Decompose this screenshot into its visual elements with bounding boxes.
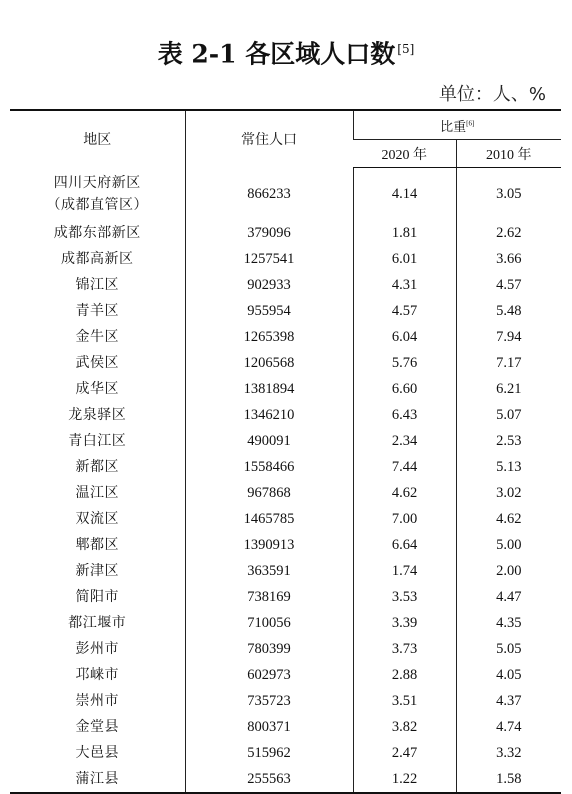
table-row: [10, 168, 561, 221]
region-name: 郫都区: [75, 537, 119, 553]
table-row: [10, 662, 561, 688]
cell-region: [10, 246, 185, 272]
cell-population: 866233: [185, 168, 353, 221]
region-name: 成都东部新区: [53, 225, 141, 241]
cell-ratio-2020: 1.74: [353, 558, 456, 584]
header-ratio-text: 比重: [440, 118, 467, 134]
cell-ratio-2010: 7.94: [456, 324, 561, 350]
cell-population: 255563: [185, 766, 353, 793]
region-name: 双流区: [75, 511, 119, 527]
cell-population: 1558466: [185, 454, 353, 480]
cell-ratio-2010: 5.48: [456, 298, 561, 324]
cell-population: 379096: [185, 220, 353, 246]
cell-region: [10, 766, 185, 793]
cell-region: [10, 272, 185, 298]
cell-region: [10, 350, 185, 376]
cell-ratio-2010: 7.17: [456, 350, 561, 376]
cell-region: [10, 506, 185, 532]
table-row: [10, 636, 561, 662]
cell-ratio-2010: 4.62: [456, 506, 561, 532]
cell-region: [10, 532, 185, 558]
region-name: 成都高新区: [61, 251, 134, 267]
table-row: [10, 298, 561, 324]
region-name: 成华区: [75, 381, 119, 397]
header-year-2010: 2010 年: [456, 140, 561, 168]
cell-ratio-2020: 7.00: [353, 506, 456, 532]
cell-ratio-2020: 4.57: [353, 298, 456, 324]
region-name: 都江堰市: [68, 615, 127, 631]
cell-ratio-2020: 4.14: [353, 168, 456, 221]
cell-ratio-2020: 1.22: [353, 766, 456, 793]
cell-ratio-2020: 4.31: [353, 272, 456, 298]
table-row: [10, 272, 561, 298]
table-row: [10, 246, 561, 272]
cell-ratio-2010: 3.05: [456, 168, 561, 221]
cell-population: 800371: [185, 714, 353, 740]
cell-ratio-2020: 6.64: [353, 532, 456, 558]
cell-region: [10, 740, 185, 766]
table-row: [10, 428, 561, 454]
cell-ratio-2020: 2.47: [353, 740, 456, 766]
header-row: [10, 110, 561, 140]
population-table: [10, 109, 561, 794]
cell-region: [10, 376, 185, 402]
table-row: [10, 350, 561, 376]
region-name: 简阳市: [75, 589, 119, 605]
header-region: 地区: [10, 110, 185, 168]
cell-region: [10, 688, 185, 714]
cell-ratio-2010: 4.37: [456, 688, 561, 714]
cell-ratio-2010: 6.21: [456, 376, 561, 402]
table-row: [10, 610, 561, 636]
table-row: [10, 766, 561, 793]
cell-ratio-2020: 3.82: [353, 714, 456, 740]
cell-population: 1265398: [185, 324, 353, 350]
table-row: [10, 714, 561, 740]
cell-ratio-2020: 3.51: [353, 688, 456, 714]
cell-ratio-2010: 5.05: [456, 636, 561, 662]
table-row: [10, 532, 561, 558]
region-name: 邛崃市: [75, 667, 119, 683]
cell-region: [10, 298, 185, 324]
region-name: 锦江区: [75, 277, 119, 293]
region-name: 青白江区: [68, 433, 127, 449]
cell-ratio-2020: 1.81: [353, 220, 456, 246]
header-ratio: [353, 110, 561, 140]
cell-population: 1390913: [185, 532, 353, 558]
ratio-footnote-ref[interactable]: [6]: [466, 119, 475, 128]
cell-population: 967868: [185, 480, 353, 506]
table-title-text: 表 2-1 各区域人口数: [157, 39, 396, 69]
cell-population: 1257541: [185, 246, 353, 272]
cell-ratio-2010: 4.05: [456, 662, 561, 688]
cell-ratio-2010: 4.74: [456, 714, 561, 740]
cell-population: 1206568: [185, 350, 353, 376]
cell-ratio-2020: 3.73: [353, 636, 456, 662]
table-row: [10, 324, 561, 350]
cell-ratio-2020: 6.43: [353, 402, 456, 428]
region-name: 龙泉驿区: [68, 407, 127, 423]
cell-region: [10, 168, 185, 221]
region-name: 四川天府新区: [53, 174, 141, 191]
table-row: [10, 506, 561, 532]
cell-population: 710056: [185, 610, 353, 636]
cell-population: 363591: [185, 558, 353, 584]
cell-population: 955954: [185, 298, 353, 324]
table-title: [0, 32, 572, 69]
cell-ratio-2010: 5.13: [456, 454, 561, 480]
cell-population: 735723: [185, 688, 353, 714]
cell-ratio-2010: 4.47: [456, 584, 561, 610]
region-subname: （成都直管区）: [46, 196, 148, 213]
cell-region: [10, 636, 185, 662]
cell-population: 780399: [185, 636, 353, 662]
table-row: [10, 740, 561, 766]
region-name: 武侯区: [75, 355, 119, 371]
cell-ratio-2010: 3.32: [456, 740, 561, 766]
cell-ratio-2020: 4.62: [353, 480, 456, 506]
cell-ratio-2010: 3.66: [456, 246, 561, 272]
cell-population: 490091: [185, 428, 353, 454]
cell-ratio-2020: 3.53: [353, 584, 456, 610]
table-row: [10, 402, 561, 428]
region-name: 蒲江县: [75, 771, 119, 787]
cell-ratio-2020: 6.01: [353, 246, 456, 272]
region-name: 新津区: [75, 563, 119, 579]
cell-region: [10, 558, 185, 584]
table-body: [10, 168, 561, 794]
cell-ratio-2020: 2.34: [353, 428, 456, 454]
cell-ratio-2010: 3.02: [456, 480, 561, 506]
cell-region: [10, 324, 185, 350]
region-name: 金牛区: [75, 329, 119, 345]
cell-ratio-2010: 2.53: [456, 428, 561, 454]
cell-ratio-2020: 6.04: [353, 324, 456, 350]
cell-region: [10, 714, 185, 740]
unit-label: 单位：人、%: [438, 84, 546, 105]
cell-region: [10, 454, 185, 480]
cell-ratio-2020: 3.39: [353, 610, 456, 636]
cell-region: [10, 402, 185, 428]
table-row: [10, 220, 561, 246]
cell-ratio-2010: 5.07: [456, 402, 561, 428]
cell-region: [10, 662, 185, 688]
cell-population: 1346210: [185, 402, 353, 428]
cell-population: 515962: [185, 740, 353, 766]
cell-ratio-2010: 2.62: [456, 220, 561, 246]
table-row: [10, 480, 561, 506]
region-name: 青羊区: [75, 303, 119, 319]
cell-ratio-2010: 4.57: [456, 272, 561, 298]
cell-population: 738169: [185, 584, 353, 610]
region-name: 崇州市: [75, 693, 119, 709]
region-name: 大邑县: [75, 745, 119, 761]
cell-ratio-2020: 7.44: [353, 454, 456, 480]
cell-ratio-2020: 5.76: [353, 350, 456, 376]
table-row: [10, 688, 561, 714]
region-name: 新都区: [75, 459, 119, 475]
header-population: 常住人口: [185, 110, 353, 168]
cell-population: 902933: [185, 272, 353, 298]
region-name: 温江区: [75, 485, 119, 501]
cell-ratio-2010: 4.35: [456, 610, 561, 636]
cell-population: 1381894: [185, 376, 353, 402]
header-year-2020: 2020 年: [353, 140, 456, 168]
region-name: 彭州市: [75, 641, 119, 657]
cell-region: [10, 584, 185, 610]
cell-ratio-2010: 1.58: [456, 766, 561, 793]
table-row: [10, 454, 561, 480]
cell-ratio-2010: 5.00: [456, 532, 561, 558]
cell-population: 602973: [185, 662, 353, 688]
region-name: 金堂县: [75, 719, 119, 735]
cell-region: [10, 610, 185, 636]
cell-region: [10, 220, 185, 246]
cell-ratio-2010: 2.00: [456, 558, 561, 584]
cell-ratio-2020: 2.88: [353, 662, 456, 688]
table-row: [10, 558, 561, 584]
table-row: [10, 584, 561, 610]
title-footnote-ref[interactable]: [5]: [397, 42, 415, 56]
cell-region: [10, 428, 185, 454]
cell-ratio-2020: 6.60: [353, 376, 456, 402]
cell-population: 1465785: [185, 506, 353, 532]
table-header: [10, 110, 561, 168]
cell-region: [10, 480, 185, 506]
table-row: [10, 376, 561, 402]
